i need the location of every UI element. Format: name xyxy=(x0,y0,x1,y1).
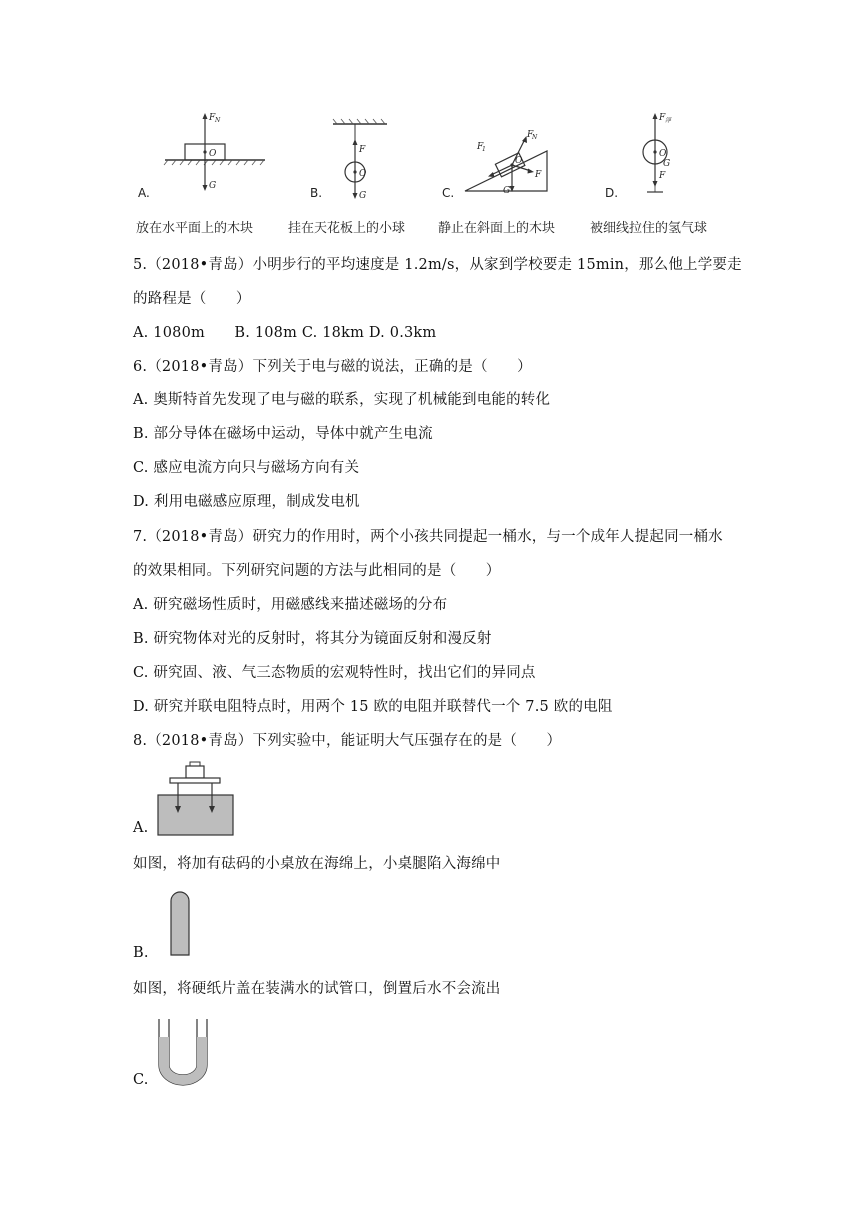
force-label-sub: N xyxy=(215,117,221,124)
q7-option-d: D. 研究并联电阻特点时，用两个 15 欧的电阻并联替代一个 7.5 欧的电阻 xyxy=(133,699,613,715)
q8-option-a-letter: A. xyxy=(133,820,149,836)
q8-figure-a-table-on-sponge xyxy=(150,760,240,838)
q7-option-a: A. 研究磁场性质时，用磁感线来描述磁场的分布 xyxy=(133,597,448,613)
q7-stem-line1: 7.（2018•青岛）研究力的作用时，两个小孩共同提起一桶水，与一个成年人提起同一桶水 xyxy=(133,529,723,545)
q8-stem: 8.（2018•青岛）下列实验中，能证明大气压强存在的是（ ） xyxy=(133,733,562,749)
force-label-sub: N xyxy=(532,134,538,141)
q8-figure-c-u-tube xyxy=(155,1015,215,1087)
q8-option-a-desc: 如图，将加有砝码的小桌放在海绵上，小桌腿陷入海绵中 xyxy=(133,856,501,872)
force-label-g: G xyxy=(663,159,671,169)
q8-figure-b-test-tube xyxy=(160,885,200,957)
force-label-f1: F xyxy=(477,142,484,152)
figure-c-caption: 静止在斜面上的木块 xyxy=(438,221,556,236)
force-label-sub: 1 xyxy=(482,146,486,153)
force-label-f: F xyxy=(359,145,366,155)
q6-option-d: D. 利用电磁感应原理，制成发电机 xyxy=(133,494,360,510)
q5-options: A. 1080m B. 108m C. 18km D. 0.3km xyxy=(133,325,437,341)
q5-stem-line1: 5.（2018•青岛）小明步行的平均速度是 1.2m/s，从家到学校要走 15min，那么他上学要走 xyxy=(133,257,742,273)
q8-option-b-letter: B. xyxy=(133,945,149,961)
force-label-g: G xyxy=(503,186,511,196)
point-label-o: O xyxy=(209,149,217,159)
force-label-g: G xyxy=(359,191,367,201)
force-label-g: G xyxy=(209,181,217,191)
q5-stem-line2: 的路程是（ ） xyxy=(133,291,251,307)
figure-b-letter: B. xyxy=(310,186,323,200)
q6-option-a: A. 奥斯特首先发现了电与磁的联系，实现了机械能到电能的转化 xyxy=(133,392,551,408)
force-label-fn: F xyxy=(527,130,534,140)
figure-b-caption: 挂在天花板上的小球 xyxy=(288,221,406,236)
force-label-f: F xyxy=(535,170,542,180)
q7-option-c: C. 研究固、液、气三态物质的宏观特性时，找出它们的异同点 xyxy=(133,665,536,681)
force-label-f: F xyxy=(659,171,666,181)
q8-option-c-letter: C. xyxy=(133,1072,149,1088)
point-label-o: O xyxy=(359,169,367,179)
q7-option-b: B. 研究物体对光的反射时，将其分为镜面反射和漫反射 xyxy=(133,631,492,647)
q6-option-c: C. 感应电流方向只与磁场方向有关 xyxy=(133,460,360,476)
q8-option-b-desc: 如图，将硬纸片盖在装满水的试管口，倒置后水不会流出 xyxy=(133,981,501,997)
figure-c-block-on-incline xyxy=(455,123,555,203)
figure-a-letter: A. xyxy=(138,186,150,200)
figure-d-caption: 被细线拉住的氢气球 xyxy=(590,221,708,236)
figure-c-letter: C. xyxy=(442,186,455,200)
figure-a-block-on-table xyxy=(160,108,270,203)
figure-b-ball-on-ceiling xyxy=(325,116,395,206)
force-label-float: F xyxy=(659,113,666,123)
q7-stem-line2: 的效果相同。下列研究问题的方法与此相同的是（ ） xyxy=(133,563,501,579)
force-label-sub: 浮 xyxy=(665,117,672,124)
point-label-o: O xyxy=(515,156,523,166)
q6-option-b: B. 部分导体在磁场中运动，导体中就产生电流 xyxy=(133,426,433,442)
figure-d-balloon-on-string xyxy=(625,108,695,198)
q6-stem: 6.（2018•青岛）下列关于电与磁的说法，正确的是（ ） xyxy=(133,359,532,375)
point-label-o: O xyxy=(659,149,667,159)
figure-d-letter: D. xyxy=(605,186,619,200)
figure-a-caption: 放在水平面上的木块 xyxy=(136,221,254,236)
force-label-fn: F xyxy=(209,113,216,123)
